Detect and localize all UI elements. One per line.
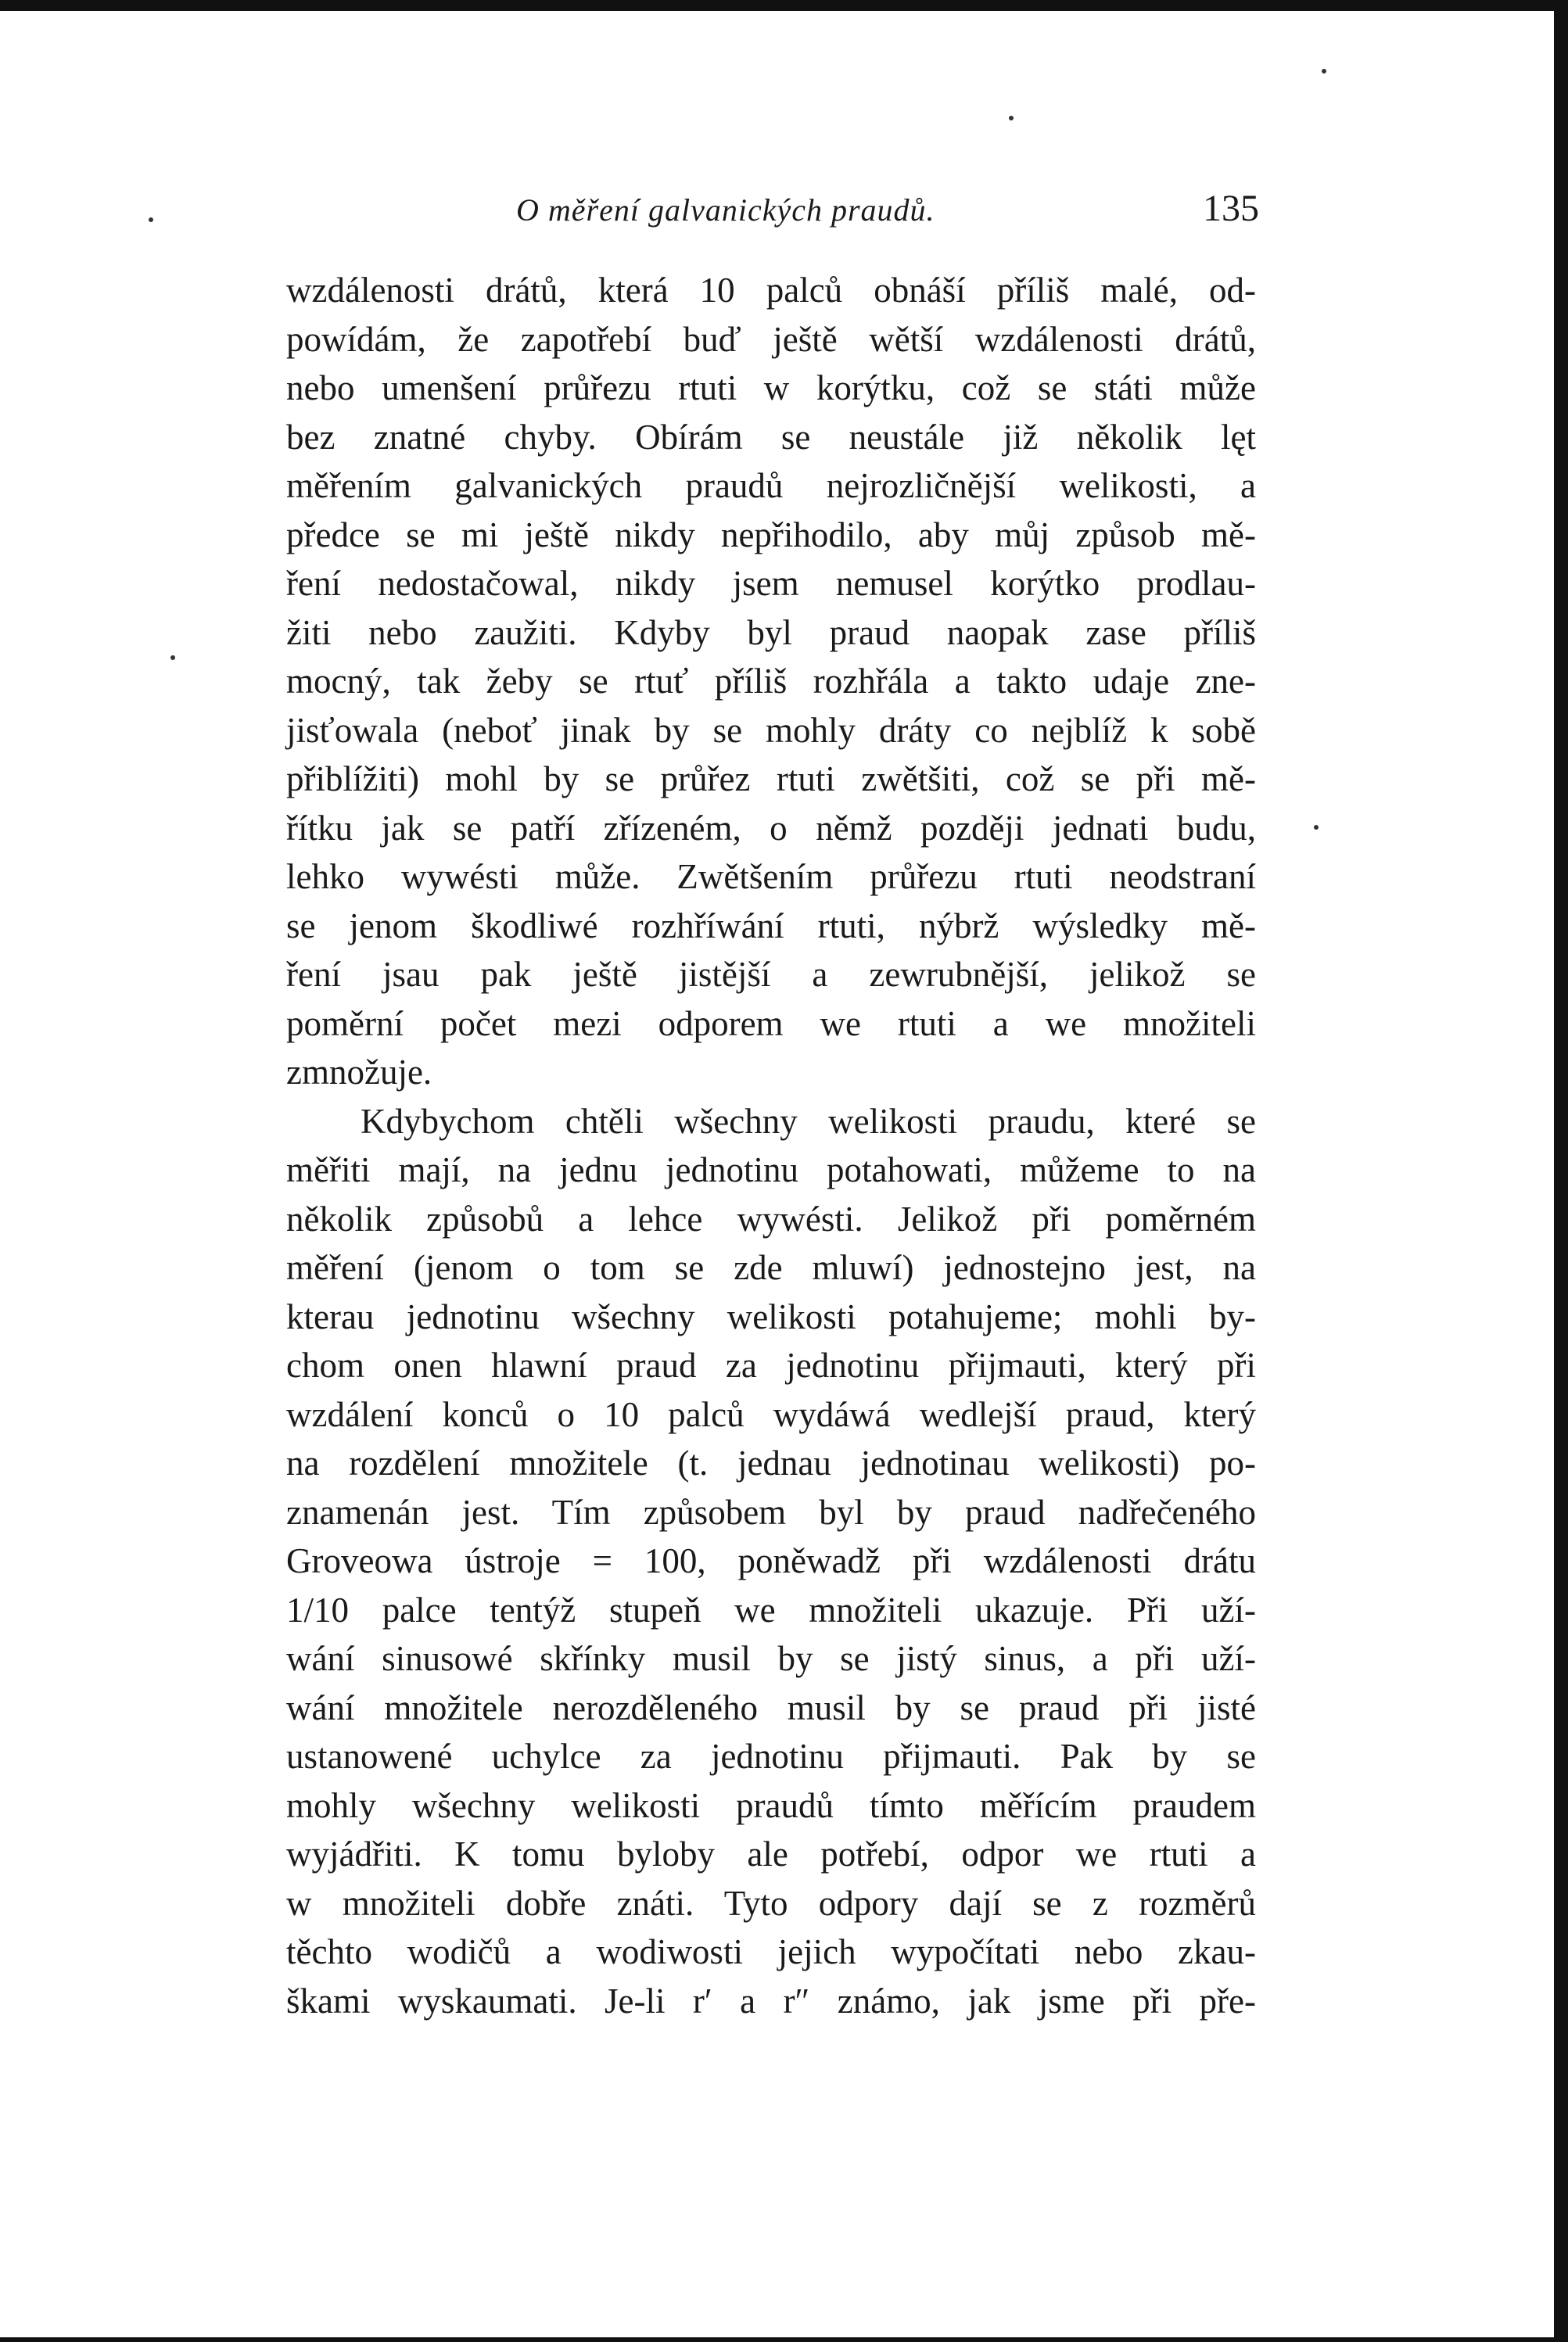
scan-border-right — [1554, 0, 1568, 2342]
text-line: kterau jednotinu wšechny welikosti potahujeme; mohli by- — [286, 1297, 1256, 1336]
text-line: řítku jak se patří zřízeném, o němž později jednati budu, — [286, 808, 1256, 848]
text-line: znamenán jest. Tím způsobem byl by praud nadřečeného — [286, 1492, 1256, 1532]
text-line: 1/10 palce tentýž stupeň we množiteli ukazuje. Při uží- — [286, 1590, 1256, 1630]
text-line: wyjádřiti. K tomu byloby ale potřebí, odpor we rtuti a — [286, 1835, 1256, 1874]
text-line: předce se mi ještě nikdy nepřihodilo, aby můj způsob mě- — [286, 515, 1256, 554]
text-line: wzdálenosti drátů, která 10 palců obnáší příliš malé, od- — [286, 271, 1256, 310]
text-line: měřiti mají, na jednu jednotinu potahowati, můžeme to na — [286, 1150, 1256, 1189]
text-line: nebo umenšení průřezu rtuti w korýtku, což se státi může — [286, 368, 1256, 407]
text-line: jisťowala (neboť jinak by se mohly dráty co nejblíž k sobě — [286, 710, 1256, 750]
text-line: několik způsobů a lehce wywésti. Jelikož při poměrném — [286, 1199, 1256, 1239]
body-text — [286, 266, 1256, 2025]
text-line: přiblížiti) mohl by se průřez rtuti zwětšiti, což se při mě- — [286, 759, 1256, 798]
text-line: škami wyskaumati. Je-li r′ a r″ známo, jak jsme při pře- — [286, 1981, 1256, 2021]
text-line: wání množitele nerozděleného musil by se praud při jisté — [286, 1687, 1256, 1727]
scan-speck — [1009, 116, 1014, 120]
text-line: powídám, že zapotřebí buď ještě wětší wzdálenosti drátů, — [286, 319, 1256, 359]
text-line: wzdálení konců o 10 palců wydáwá wedlejší praud, který — [286, 1394, 1256, 1434]
text-line: bez znatné chyby. Obírám se neustále již několik lęt — [286, 417, 1256, 457]
text-line: w množiteli dobře znáti. Tyto odpory dají se z rozměrů — [286, 1883, 1256, 1923]
text-line: poměrní počet mezi odporem we rtuti a we množiteli — [286, 1003, 1256, 1043]
scan-speck — [1314, 825, 1319, 830]
text-line: wání sinusowé skřínky musil by se jistý sinus, a při uží- — [286, 1639, 1256, 1678]
text-line: měřením galvanických praudů nejrozličnější welikosti, a — [286, 466, 1256, 505]
scan-border-bottom — [0, 2337, 1568, 2342]
text-line: Groveowa ústroje = 100, poněwadž při wzdálenosti drátu — [286, 1541, 1256, 1580]
scan-speck — [1322, 69, 1326, 74]
paragraph-start-line: Kdybychom chtěli wšechny welikosti praudu, které se — [361, 1101, 1256, 1141]
text-line: chom onen hlawní praud za jednotinu přijmauti, který při — [286, 1346, 1256, 1385]
scan-speck — [149, 217, 153, 222]
text-line: mohly wšechny welikosti praudů tímto měřícím praudem — [286, 1785, 1256, 1825]
page-header — [282, 188, 1259, 239]
text-line: ření jsau pak ještě jistější a zewrubnější, jelikož se — [286, 955, 1256, 994]
text-line: měření (jenom o tom se zde mluwí) jednostejno jest, na — [286, 1248, 1256, 1287]
running-title: O měření galvanických praudů. — [516, 192, 935, 228]
page-number: 135 — [1203, 188, 1259, 229]
text-line: těchto wodičů a wodiwosti jejich wypočítati nebo zkau- — [286, 1932, 1256, 1971]
scan-speck — [170, 655, 175, 660]
paragraph-end-line: zmnožuje. — [286, 1053, 432, 1092]
text-line: se jenom škodliwé rozhříwání rtuti, nýbrž wýsledky mě- — [286, 906, 1256, 945]
text-line: ustanowené uchylce za jednotinu přijmauti. Pak by se — [286, 1737, 1256, 1776]
text-line: lehko wywésti může. Zwětšením průřezu rtuti neodstraní — [286, 857, 1256, 896]
text-line: na rozdělení množitele (t. jednau jednotinau welikosti) po- — [286, 1444, 1256, 1483]
scan-border-top — [0, 0, 1568, 11]
text-line: ření nedostačowal, nikdy jsem nemusel korýtko prodlau- — [286, 564, 1256, 603]
text-line: mocný, tak žeby se rtuť příliš rozhřála a takto udaje zne- — [286, 662, 1256, 701]
text-line: žiti nebo zaužiti. Kdyby byl praud naopak zase příliš — [286, 612, 1256, 652]
